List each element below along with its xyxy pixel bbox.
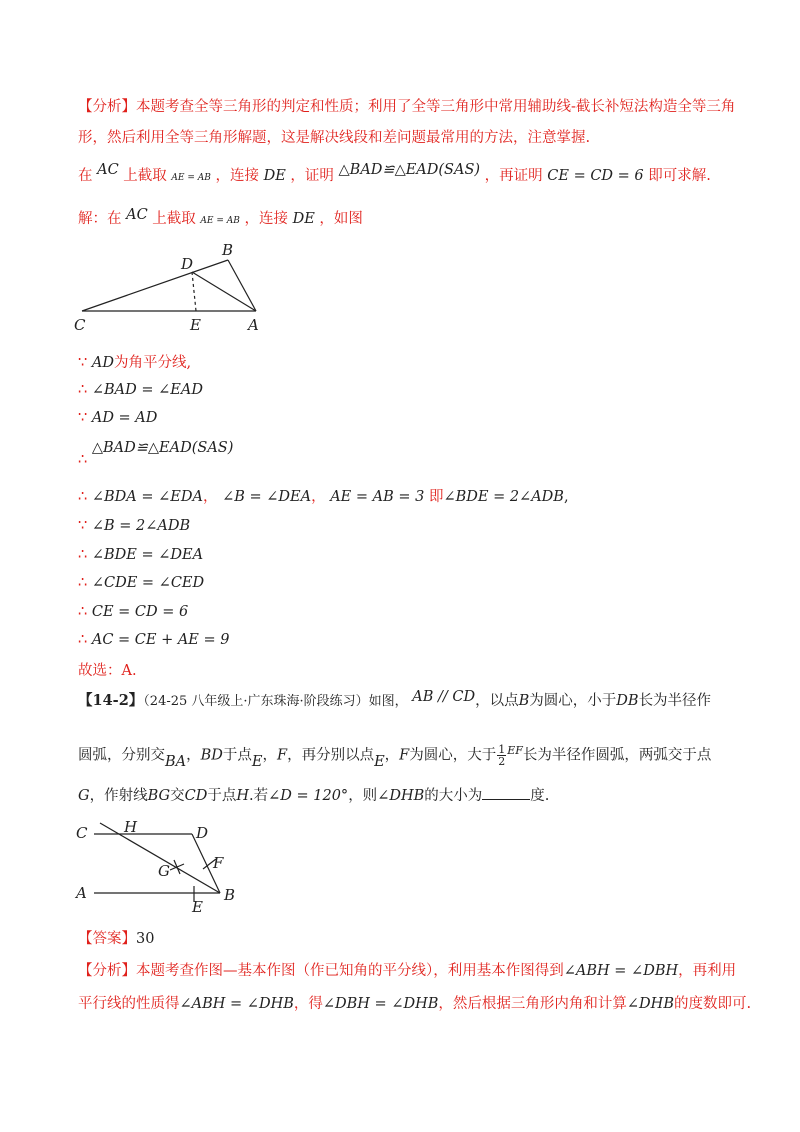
problem2-line1: 【14-2】（24-25 八年级上·广东珠海·阶段练习）如图， AB // CD，以点B为圆心，小于DB长为半径作 (78, 689, 712, 709)
problem2-line2: 圆弧，分别交BA，BD于点E，F，再分别以点E，F为圆心，大于 $\frac{1}{2}$ $^{EF}$长为半径作圆弧，两弧交于点 (78, 743, 712, 770)
proof-step-10: ∴ AC = CE + AE = 9 (78, 632, 230, 648)
proof-answer: 故选：A. (78, 663, 137, 679)
proof-step-3: ∵ AD = AD (78, 410, 158, 426)
proof-step-6: ∵ ∠B = 2∠ADB (78, 518, 191, 534)
analysis2-line2: 平行线的性质得∠ABH = ∠DHB，得∠DBH = ∠DHB，然后根据三角形内角和计算∠DHB的度数即可. (78, 996, 752, 1012)
label-D: D (181, 255, 194, 273)
label-D: D (196, 824, 209, 842)
label-A: A (76, 884, 87, 902)
label-B: B (224, 886, 236, 904)
label-E: E (192, 898, 203, 916)
label-E: E (190, 316, 201, 334)
problem-label: 【14-2】 (78, 692, 144, 709)
segment-BA (228, 260, 256, 311)
proof-step-8: ∴ ∠CDE = ∠CED (78, 575, 205, 591)
proof-step-9: ∴ CE = CD = 6 (78, 604, 189, 620)
label-H: H (124, 818, 138, 836)
analysis1-line2: 形，然后利用全等三角形解题，这是解决线段和差问题最常用的方法，注意掌握. (78, 130, 591, 146)
proof-step-5: ∴ ∠BDA = ∠EDA， ∠B = ∠DEA， AE = AB = 3 即∠BDE = 2∠ADB, (78, 489, 569, 505)
proof-step-2: ∴ ∠BAD = ∠EAD (78, 382, 203, 398)
answer2-line: 【答案】30 (78, 931, 155, 947)
problem2-line3: G，作射线BG交CD于点H.若∠D = 120°，则∠DHB的大小为 度. (78, 785, 549, 807)
proof-step-4: ∴ △BAD≌△EAD(SAS) (78, 440, 234, 468)
label-C: C (76, 824, 88, 842)
proof-step-7: ∴ ∠BDE = ∠DEA (78, 547, 204, 563)
answer-blank (482, 785, 530, 800)
fraction-one-half: $\frac{1}{2}$ (498, 743, 506, 768)
solution1-line: 解：在 AC 上截取 AE = AB ，连接 DE ，如图 (78, 207, 363, 227)
analysis-tag: 【分析】 (78, 99, 136, 115)
segment-CB (82, 260, 228, 311)
proof-step-1: ∵ AD为角平分线, (78, 355, 192, 371)
label-C: C (74, 316, 86, 334)
analysis1-line3: 在 AC 上截取 AE = AB ，连接 DE ，证明 △BAD≌△EAD(SAS) ，再证明 CE = CD = 6 即可求解. (78, 162, 711, 184)
parallel-lines-figure (70, 816, 260, 916)
triangle-figure (70, 238, 290, 338)
label-A: A (248, 316, 259, 334)
analysis1-line1: 【分析】本题考查全等三角形的判定和性质；利用了全等三角形中常用辅助线-截长补短法构造全等三角 (78, 99, 736, 115)
label-G: G (158, 862, 170, 880)
segment-DA (192, 272, 256, 311)
analysis2-line1: 【分析】本题考查作图—基本作图（作已知角的平分线），利用基本作图得到∠ABH = ∠DBH，再利用 (78, 963, 737, 979)
label-F: F (213, 854, 224, 872)
segment-DE-dashed (192, 272, 196, 311)
analysis-tag: 【分析】 (78, 963, 136, 979)
label-B: B (222, 241, 234, 259)
answer-tag: 【答案】 (78, 931, 136, 947)
